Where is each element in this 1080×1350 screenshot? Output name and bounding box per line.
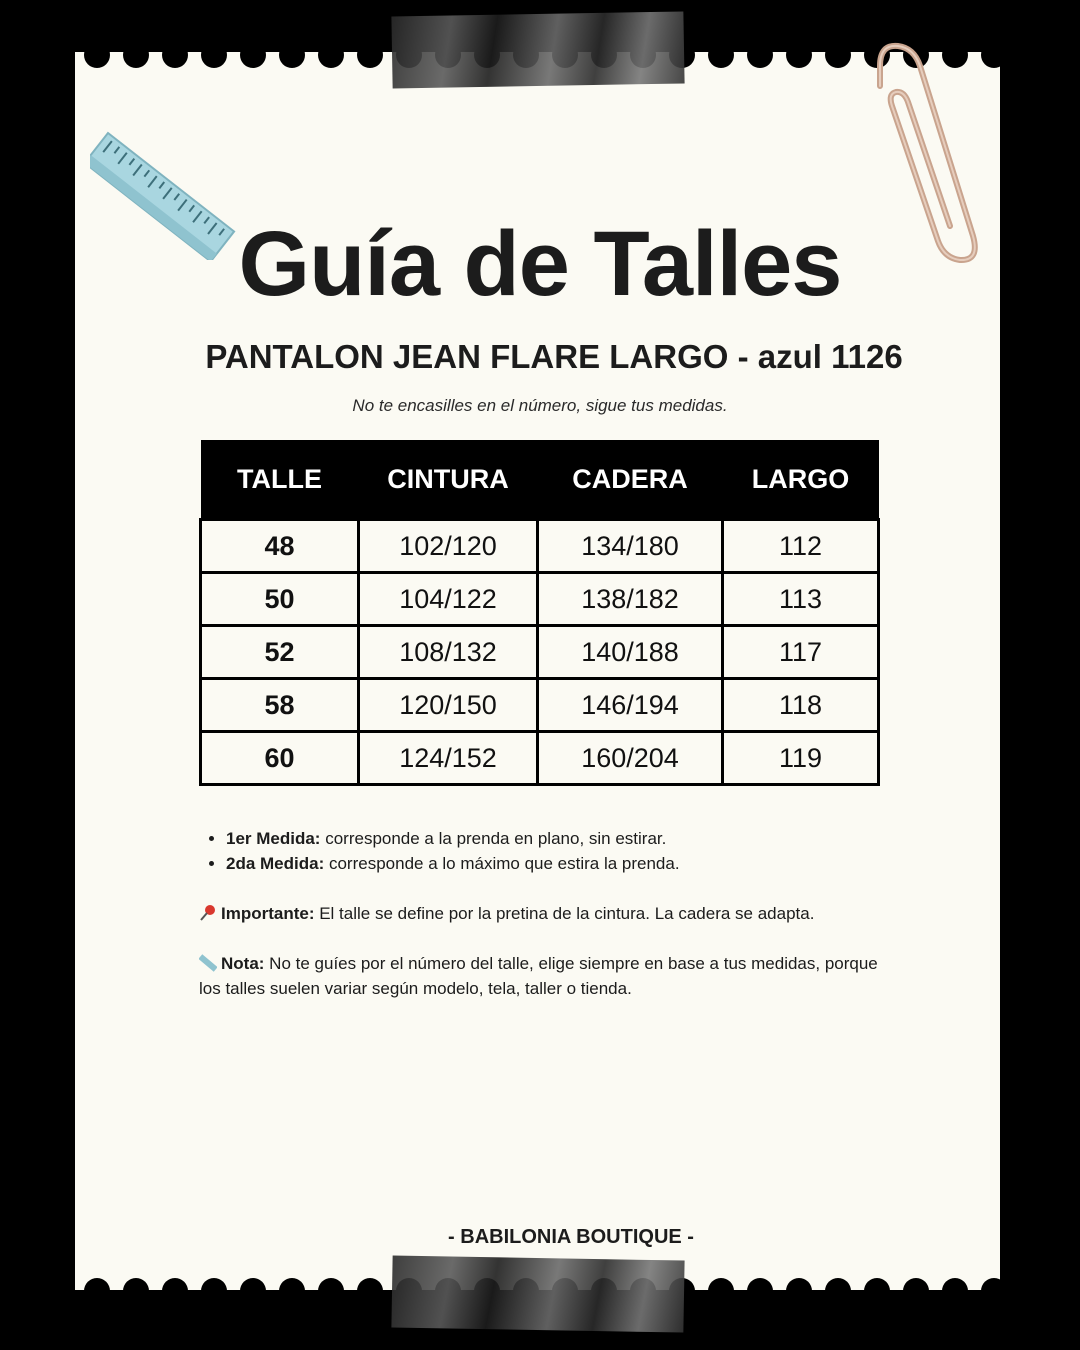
table-row (201, 520, 879, 573)
header-talle: TALLE (201, 440, 359, 520)
measure-list (199, 826, 899, 876)
table-header-row (201, 440, 879, 520)
brand-footer: - BABILONIA BOUTIQUE - (448, 1226, 694, 1248)
bullet-text: corresponde a la prenda en plano, sin estirar. (320, 829, 667, 848)
list-item (226, 826, 899, 851)
cell-talle: 48 (201, 520, 359, 573)
important-note (199, 901, 899, 926)
cell-cadera: 138/182 (538, 573, 723, 626)
nota-label: Nota: (221, 954, 265, 973)
important-label: Importante: (221, 904, 315, 923)
header-cintura: CINTURA (359, 440, 538, 520)
tagline: No te encasilles en el número, sigue tus medidas. (352, 396, 728, 415)
nota-text: No te guíes por el número del talle, elige siempre en base a tus medidas, porque los talles suelen variar según modelo, tela, taller o tienda. (199, 954, 878, 998)
tape-bottom (391, 1255, 684, 1332)
cell-cintura: 124/152 (359, 732, 538, 785)
cell-cintura: 102/120 (359, 520, 538, 573)
pushpin-icon (199, 904, 217, 922)
tape-top (391, 11, 684, 88)
cell-largo: 118 (723, 679, 879, 732)
cell-cadera: 140/188 (538, 626, 723, 679)
cell-largo: 112 (723, 520, 879, 573)
cell-talle: 58 (201, 679, 359, 732)
nota-note (199, 951, 899, 1001)
important-text: El talle se define por la pretina de la cintura. La cadera se adapta. (314, 904, 815, 923)
cell-talle: 60 (201, 732, 359, 785)
ruler-icon (199, 954, 217, 972)
page-title: Guía de Talles (238, 213, 842, 315)
bullet-text: corresponde a lo máximo que estira la prenda. (324, 854, 680, 873)
header-cadera: CADERA (538, 440, 723, 520)
table-row (201, 626, 879, 679)
header-largo: LARGO (723, 440, 879, 520)
bullet-label: 2da Medida: (226, 854, 325, 873)
size-table (199, 440, 880, 786)
cell-talle: 50 (201, 573, 359, 626)
cell-cintura: 108/132 (359, 626, 538, 679)
table-row (201, 732, 879, 785)
product-title: PANTALON JEAN FLARE LARGO - azul 1126 (205, 338, 903, 375)
table-row (201, 679, 879, 732)
list-item (226, 851, 899, 876)
cell-largo: 119 (723, 732, 879, 785)
cell-cadera: 134/180 (538, 520, 723, 573)
cell-talle: 52 (201, 626, 359, 679)
cell-cintura: 104/122 (359, 573, 538, 626)
bullet-label: 1er Medida: (226, 829, 321, 848)
cell-cadera: 146/194 (538, 679, 723, 732)
cell-largo: 113 (723, 573, 879, 626)
notes-section (199, 826, 899, 1001)
table-row (201, 573, 879, 626)
cell-cintura: 120/150 (359, 679, 538, 732)
cell-largo: 117 (723, 626, 879, 679)
cell-cadera: 160/204 (538, 732, 723, 785)
